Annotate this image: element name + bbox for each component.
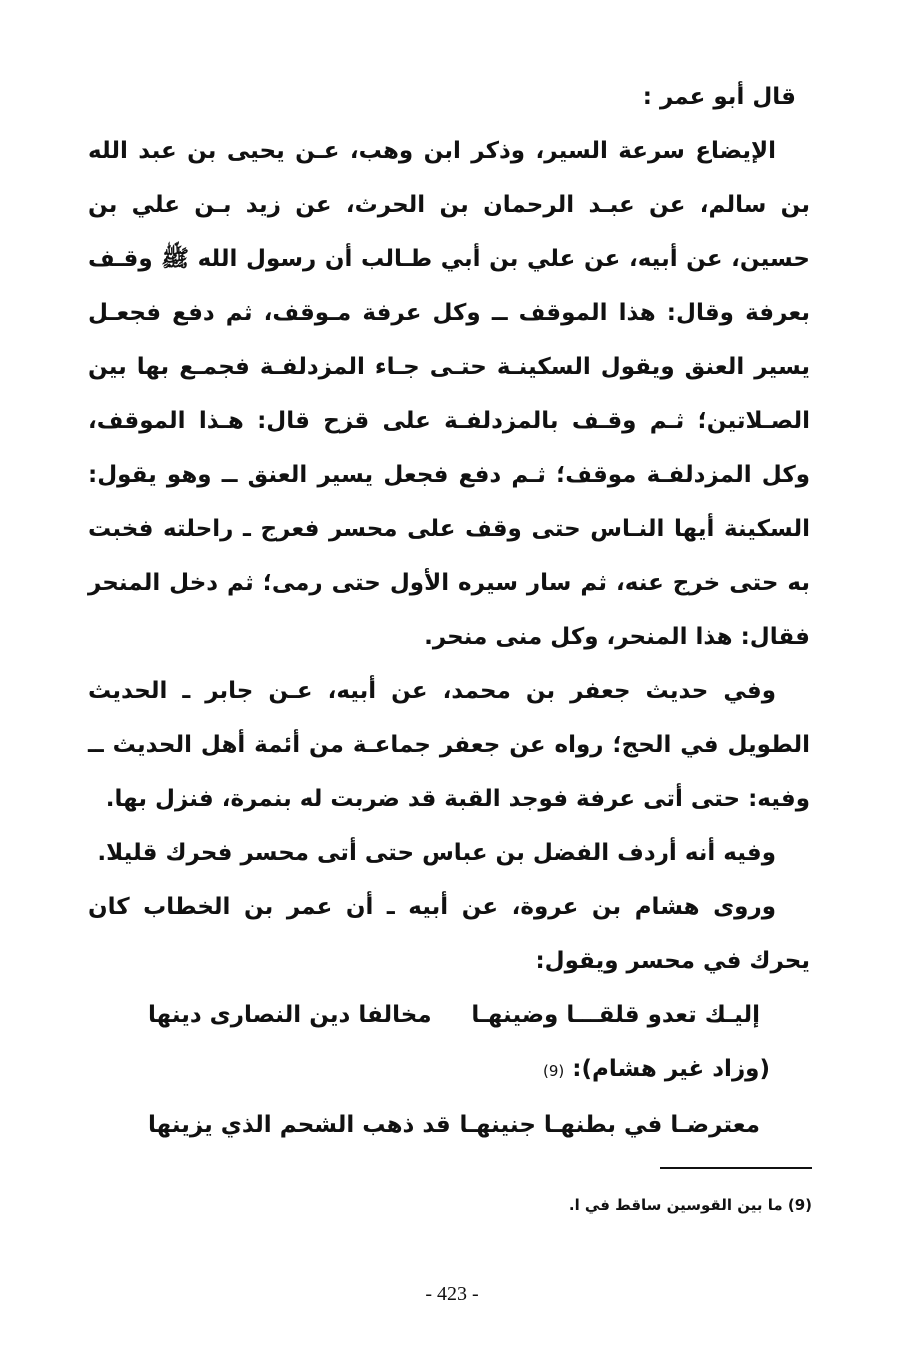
verse-1-first-hemistich: إليـك تعدو قلقـــا وضينهـا — [471, 1002, 760, 1028]
inline-note-text: (وزاد غير هشام): — [572, 1056, 770, 1082]
verse-2-first-hemistich: معترضـا في بطنهـا جنينهـا — [459, 1112, 760, 1138]
footnote-separator — [660, 1167, 812, 1169]
page-number: - 423 - — [425, 1283, 479, 1305]
verse-1-second-hemistich: مخالفا دين النصارى دينها — [148, 1002, 432, 1028]
footnote-reference: (9) — [543, 1062, 565, 1080]
verse-2-second-hemistich: قد ذهب الشحم الذي يزينها — [148, 1112, 451, 1138]
footnote: (9) ما بين القوسين ساقط في ا. — [568, 1196, 812, 1214]
inline-note — [88, 1042, 810, 1098]
paragraph-1: الإيضاع سرعة السير، وذكر ابن وهب، عـن يحيى بن عبد الله بن سالم، عن عبـد الرحمان بن الحرث، عن زيد بـن علي بن حسين، عن أبيه، عن علي بن أبي طـالب أن رسول الله ﷺ وقـف بعرفة وقال: هذا الموقف ــ وكل عرفة مـوقف، ثم دفع فجعـل يسير العنق ويقول السكينـة حتـى جـاء المزدلفـة فجمـع بها بين الصـلاتين؛ ثـم وقـف بالمزدلفـة على قزح قال: هـذا الموقف، وكل المزدلفـة موقف؛ ثـم دفع فجعل يسير العنق ــ وهو يقول: السكينة أيها النـاس حتى وقف على محسر فعرج ـ راحلته فخبت به حتى خرج عنه، ثم سار سيره الأول حتى رمى؛ ثم دخل المنحر فقال: هذا المنحر، وكل منى منحر. — [88, 138, 810, 650]
paragraph-3: وفيه أنه أردف الفضل بن عباس حتى أتى محسر فحرك قليلا. — [97, 840, 776, 866]
main-text — [88, 70, 810, 1152]
paragraph-2: وفي حديث جعفر بن محمد، عن أبيه، عـن جابر ـ الحديث الطويل في الحج؛ رواه عن جعفر جماعـة من أئمة أهل الحديث ــ وفيه: حتى أتى عرفة فوجد القبة قد ضربت له بنمرة، فنزل بها. — [88, 678, 810, 812]
paragraph-4: وروى هشام بن عروة، عن أبيه ـ أن عمر بن الخطاب كان يحرك في محسر ويقول: — [88, 894, 810, 974]
verse-line-2 — [88, 1098, 810, 1152]
verse-line-1 — [88, 988, 810, 1042]
section-heading: قال أبو عمر : — [642, 84, 796, 110]
